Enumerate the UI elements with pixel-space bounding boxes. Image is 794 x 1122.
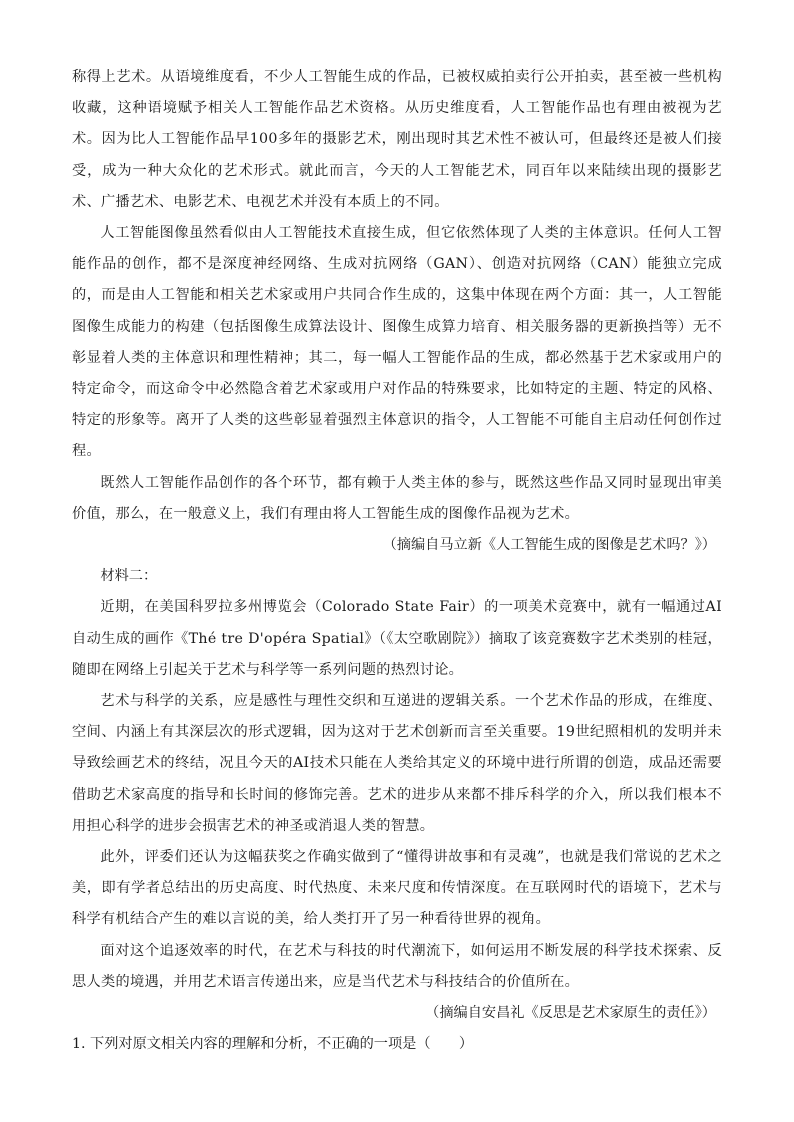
- material-two-paragraph-4: 面对这个追逐效率的时代，在艺术与科技的时代潮流下，如何运用不断发展的科学技术探索、反思人类的境遇，并用艺术语言传递出来，应是当代艺术与科技结合的价值所在。: [72, 942, 722, 990]
- document-body: [72, 62, 722, 1061]
- material-two-paragraph-1: 近期，在美国科罗拉多州博览会（Colorado State Fair）的一项美术竞赛中，就有一幅通过AI自动生成的画作《Thé tre D'opéra Spatial》（《太空歌剧院》）摘取了该竞赛数字艺术类别的桂冠，随即在网络上引起关于艺术与科学等一系列问题的热烈讨论。: [72, 599, 722, 678]
- material-one-paragraph-2: 人工智能图像虽然看似由人工智能技术直接生成，但它依然体现了人类的主体意识。任何人工智能作品的创作，都不是深度神经网络、生成对抗网络（GAN）、创造对抗网络（CAN）能独立完成的，而是由人工智能和相关艺术家或用户共同合作生成的，这集中体现在两个方面：其一，人工智能图像生成能力的构建（包括图像生成算法设计、图像生成算力培育、相关服务器的更新换挡等）无不彰显着人类的主体意识和理性精神；其二，每一幅人工智能作品的生成，都必然基于艺术家或用户的特定命令，而这命令中必然隐含着艺术家或用户对作品的特殊要求，比如特定的主题、特定的风格、特定的形象等。离开了人类的这些彰显着强烈主体意识的指令，人工智能不可能自主启动任何创作过程。: [72, 225, 722, 460]
- material-two-heading: 材料二：: [100, 568, 158, 585]
- material-one-paragraph-1: 称得上艺术。从语境维度看，不少人工智能生成的作品，已被权威拍卖行公开拍卖，甚至被一些机构收藏，这种语境赋予相关人工智能作品艺术资格。从历史维度看，人工智能作品也有理由被视为艺术。因为比人工智能作品早100多年的摄影艺术，刚出现时其艺术性不被认可，但最终还是被人们接受，成为一种大众化的艺术形式。就此而言，今天的人工智能艺术，同百年以来陆续出现的摄影艺术、广播艺术、电影艺术、电视艺术并没有本质上的不同。: [72, 69, 722, 210]
- material-two-source: （摘编自安昌礼《反思是艺术家原生的责任》）: [425, 1005, 716, 1022]
- material-one-paragraph-3: 既然人工智能作品创作的各个环节，都有赖于人类主体的参与，既然这些作品又同时显现出审美价值，那么，在一般意义上，我们有理由将人工智能生成的图像作品视为艺术。: [72, 474, 722, 522]
- material-two-paragraph-2: 艺术与科学的关系，应是感性与理性交织和互递进的逻辑关系。一个艺术作品的形成，在维度、空间、内涵上有其深层次的形式逻辑，因为这对于艺术创新而言至关重要。19世纪照相机的发明并未导致绘画艺术的终结，况且今天的AI技术只能在人类给其定义的环境中进行所谓的创造，成品还需要借助艺术家高度的指导和长时间的修饰完善。艺术的进步从来都不排斥科学的介入，所以我们根本不用担心科学的进步会损害艺术的神圣或消退人类的智慧。: [72, 693, 722, 834]
- material-one-source: （摘编自马立新《人工智能生成的图像是艺术吗？》）: [382, 537, 716, 554]
- question-1: 1. 下列对原文相关内容的理解和分析，不正确的一项是（ ）: [72, 1036, 474, 1053]
- material-two-paragraph-3: 此外，评委们还认为这幅获奖之作确实做到了“懂得讲故事和有灵魂”，也就是我们常说的艺术之美，即有学者总结出的历史高度、时代热度、未来尺度和传情深度。在互联网时代的语境下，艺术与科学有机结合产生的难以言说的美，给人类打开了另一种看待世界的视角。: [72, 849, 722, 928]
